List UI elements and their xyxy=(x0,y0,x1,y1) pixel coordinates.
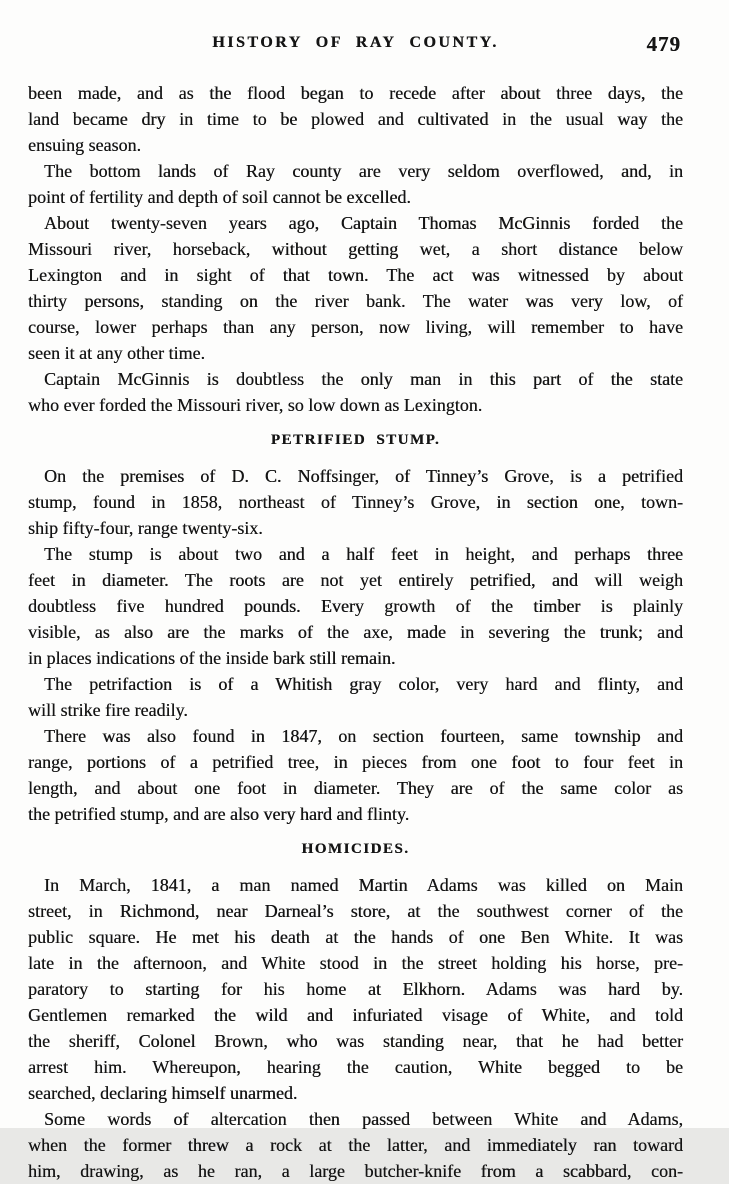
text-line: land became dry in time to be plowed and cultivated in the usual way the xyxy=(28,109,683,129)
text-line: Gentlemen remarked the wild and infuriated visage of White, and told xyxy=(28,1005,683,1025)
text-line: The bottom lands of Ray county are very seldom overflowed, and, in xyxy=(44,161,683,181)
text-line: who ever forded the Missouri river, so low down as Lexington. xyxy=(28,395,483,415)
text-line: Lexington and in sight of that town. The act was witnessed by about xyxy=(28,265,683,285)
text-line: street, in Richmond, near Darneal’s store, at the southwest corner of the xyxy=(28,901,683,921)
page-header-title: HISTORY OF RAY COUNTY. xyxy=(212,34,499,51)
text-line: been made, and as the flood began to recede after about three days, the xyxy=(28,83,683,103)
text-line: the petrified stump, and are also very hard and flinty. xyxy=(28,804,410,824)
page-number: 479 xyxy=(646,32,681,56)
paragraph xyxy=(28,1106,683,1184)
text-line: paratory to starting for his home at Elkhorn. Adams was hard by. xyxy=(28,979,683,999)
text-line: Some words of altercation then passed between White and Adams, xyxy=(44,1109,683,1129)
text-line: seen it at any other time. xyxy=(28,343,205,363)
section-heading: HOMICIDES. xyxy=(301,841,410,857)
text-line: in places indications of the inside bark still remain. xyxy=(28,648,396,668)
text-line: course, lower perhaps than any person, now living, will remember to have xyxy=(28,317,683,337)
text-line: will strike fire readily. xyxy=(28,700,188,720)
text-line: late in the afternoon, and White stood in the street holding his horse, pre- xyxy=(28,953,683,973)
paragraph xyxy=(28,723,683,827)
text-line: range, portions of a petrified tree, in pieces from one foot to four feet in xyxy=(28,752,683,772)
text-line: Missouri river, horseback, without getting wet, a short distance below xyxy=(28,239,683,259)
paragraph xyxy=(28,366,683,418)
text-line: length, and about one foot in diameter. They are of the same color as xyxy=(28,778,683,798)
running-header xyxy=(28,34,683,58)
paragraph xyxy=(28,872,683,1106)
paragraph xyxy=(28,463,683,541)
text-line: stump, found in 1858, northeast of Tinney’s Grove, in section one, town- xyxy=(28,492,683,512)
text-line: The petrifaction is of a Whitish gray color, very hard and flinty, and xyxy=(44,674,683,694)
text-line: point of fertility and depth of soil cannot be excelled. xyxy=(28,187,411,207)
paragraph xyxy=(28,671,683,723)
text-line: public square. He met his death at the hands of one Ben White. It was xyxy=(28,927,683,947)
text-line: ship fifty-four, range twenty-six. xyxy=(28,518,263,538)
section-heading: PETRIFIED STUMP. xyxy=(270,432,441,448)
text-line: visible, as also are the marks of the axe, made in severing the trunk; and xyxy=(28,622,683,642)
text-line: searched, declaring himself unarmed. xyxy=(28,1083,298,1103)
text-line: feet in diameter. The roots are not yet entirely petrified, and will weigh xyxy=(28,570,683,590)
text-line: arrest him. Whereupon, hearing the caution, White begged to be xyxy=(28,1057,683,1077)
text-line: The stump is about two and a half feet in height, and perhaps three xyxy=(44,544,683,564)
text-line: In March, 1841, a man named Martin Adams was killed on Main xyxy=(44,875,683,895)
paragraph xyxy=(28,541,683,671)
text-line: him, drawing, as he ran, a large butcher-knife from a scabbard, con- xyxy=(28,1161,683,1181)
text-line: thirty persons, standing on the river bank. The water was very low, of xyxy=(28,291,683,311)
text-line: doubtless five hundred pounds. Every growth of the timber is plainly xyxy=(28,596,683,616)
text-line: the sheriff, Colonel Brown, who was standing near, that he had better xyxy=(28,1031,683,1051)
page-content xyxy=(28,80,683,1184)
text-line: About twenty-seven years ago, Captain Thomas McGinnis forded the xyxy=(44,213,683,233)
text-line: There was also found in 1847, on section fourteen, same township and xyxy=(44,726,683,746)
paragraph xyxy=(28,158,683,210)
text-line: Captain McGinnis is doubtless the only man in this part of the state xyxy=(44,369,683,389)
text-line: On the premises of D. C. Noffsinger, of Tinney’s Grove, is a petrified xyxy=(44,466,683,486)
text-line: ensuing season. xyxy=(28,135,141,155)
text-line: when the former threw a rock at the latter, and immediately ran toward xyxy=(28,1135,683,1155)
paragraph xyxy=(28,210,683,366)
paragraph xyxy=(28,80,683,158)
